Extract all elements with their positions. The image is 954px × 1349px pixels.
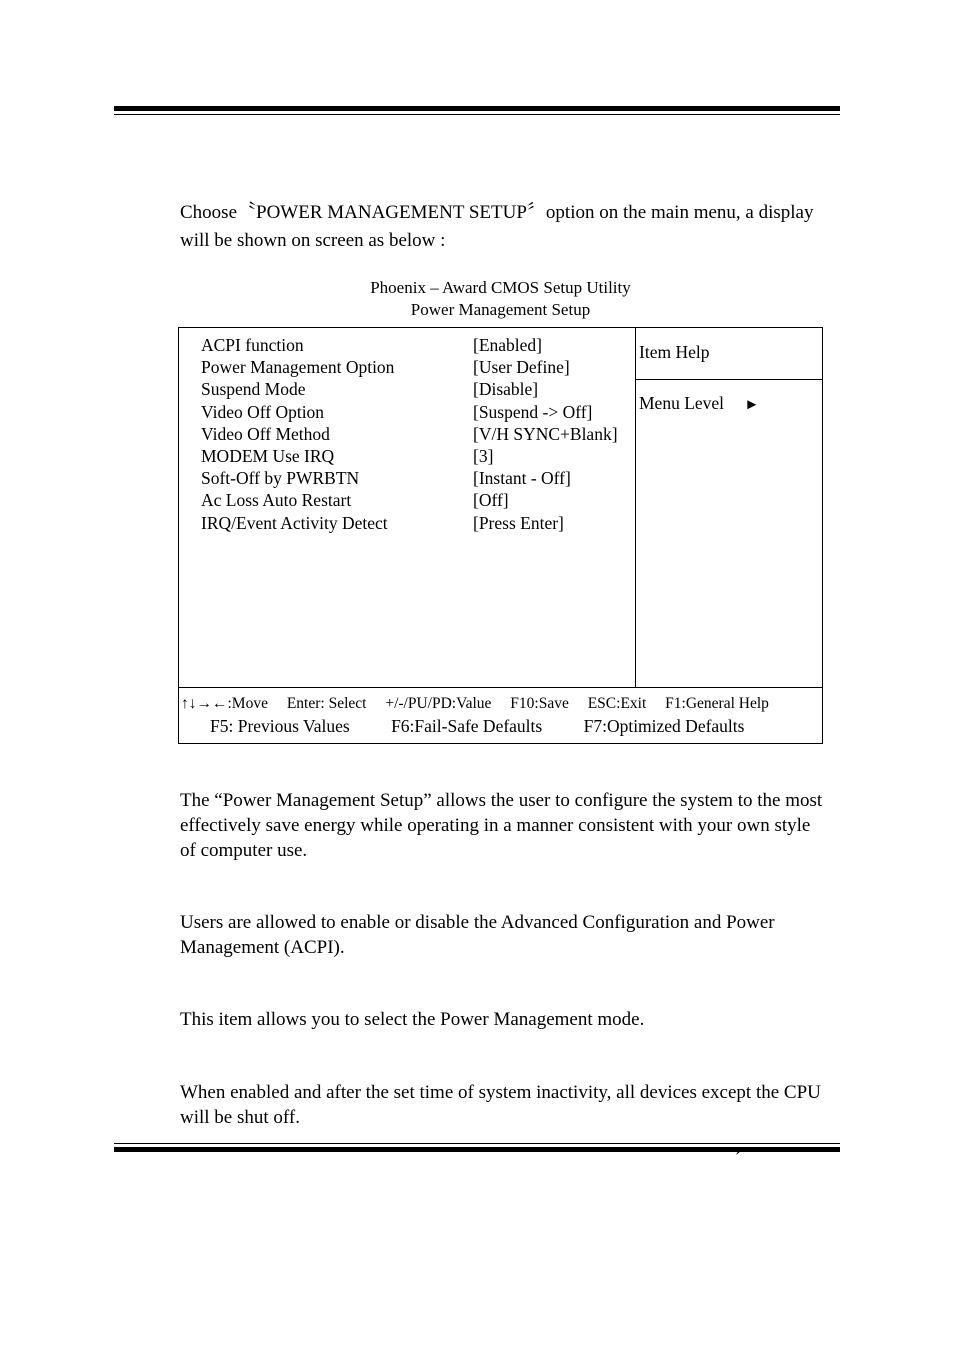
setup-item-value[interactable]: [Suspend -> Off] xyxy=(473,401,593,422)
optimized-defaults-key-hint: F7:Optimized Defaults xyxy=(583,716,745,736)
acpi-paragraph: Users are allowed to enable or disable the Advanced Configuration and Power Management (ACPI). xyxy=(180,912,775,958)
footer-keys-line2 xyxy=(210,715,744,737)
footer-rule-thin xyxy=(114,1143,840,1144)
setup-item-label: Suspend Mode xyxy=(201,379,306,400)
save-key-hint: F10:Save xyxy=(510,695,569,712)
menu-level-label: Menu Level xyxy=(639,393,725,413)
enter-key-hint: Enter: Select xyxy=(286,695,367,712)
setup-item-value[interactable]: [Instant - Off] xyxy=(473,468,571,489)
help-title-divider xyxy=(635,379,822,380)
right-triangle-icon: ► xyxy=(744,397,760,413)
bios-setup-screen xyxy=(178,327,823,744)
setup-item-label: MODEM Use IRQ xyxy=(201,445,335,466)
setup-item-value[interactable]: [User Define] xyxy=(473,357,570,378)
setup-item-value[interactable]: [Enabled] xyxy=(473,335,542,355)
help-panel-divider xyxy=(635,328,636,687)
setup-item-irq-event-activity-detect[interactable] xyxy=(201,512,631,534)
setup-item-value[interactable]: [Off] xyxy=(473,490,509,511)
setup-item-list xyxy=(201,334,631,534)
header-rule-thick xyxy=(114,106,840,111)
setup-item-ac-loss-auto-restart[interactable] xyxy=(201,489,631,511)
description-paragraph: The “Power Management Setup” allows the user to configure the system to the most effectively save energy while operating in a manner consistent with your own style of computer use. xyxy=(180,790,823,861)
setup-item-suspend-mode[interactable] xyxy=(201,378,631,400)
setup-item-soft-off-by-pwrbtn[interactable] xyxy=(201,467,631,489)
setup-item-label: Video Off Method xyxy=(201,423,330,444)
setup-item-label: Video Off Option xyxy=(201,401,325,422)
header-rule-thin xyxy=(114,114,840,115)
setup-item-video-off-option[interactable] xyxy=(201,401,631,423)
suspend-mode-paragraph: When enabled and after the set time of system inactivity, all devices except the CPU will be shut off. xyxy=(180,1082,821,1128)
footer-rule-thick xyxy=(114,1147,840,1152)
bios-utility-title: Phoenix – Award CMOS Setup Utility xyxy=(370,278,631,297)
power-option-paragraph: This item allows you to select the Power Management mode. xyxy=(180,1009,645,1030)
move-key-hint: ↑↓→←:Move xyxy=(181,695,268,712)
setup-item-value[interactable]: [Disable] xyxy=(473,379,539,400)
setup-item-value[interactable]: [Press Enter] xyxy=(473,512,564,533)
value-key-hint: +/-/PU/PD:Value xyxy=(385,695,492,712)
page-mark: ˊ xyxy=(735,1150,741,1167)
setup-item-label: Power Management Option xyxy=(201,357,395,378)
setup-item-value[interactable]: [3] xyxy=(473,445,494,466)
setup-item-label: IRQ/Event Activity Detect xyxy=(201,512,388,533)
menu-level-indicator xyxy=(639,392,759,416)
arrow-keys-icon: ↑↓→← xyxy=(181,695,228,712)
setup-item-video-off-method[interactable] xyxy=(201,423,631,445)
setup-item-value[interactable]: [V/H SYNC+Blank] xyxy=(473,423,618,444)
fail-safe-defaults-key-hint: F6:Fail-Safe Defaults xyxy=(391,716,543,736)
setup-item-label: Soft-Off by PWRBTN xyxy=(201,468,360,489)
item-help-title: Item Help xyxy=(639,342,710,362)
setup-item-label: Ac Loss Auto Restart xyxy=(201,490,352,511)
general-help-key-hint: F1:General Help xyxy=(665,695,769,712)
setup-item-label: ACPI function xyxy=(201,335,304,355)
setup-item-modem-use-irq[interactable] xyxy=(201,445,631,467)
footer-divider xyxy=(179,687,822,688)
footer-keys-line1 xyxy=(181,694,769,714)
exit-key-hint: ESC:Exit xyxy=(587,695,647,712)
previous-values-key-hint: F5: Previous Values xyxy=(210,716,350,736)
setup-item-acpi-function[interactable] xyxy=(201,334,631,356)
setup-item-power-management-option[interactable] xyxy=(201,356,631,378)
bios-screen-title: Power Management Setup xyxy=(410,300,591,319)
intro-paragraph: Choose〝POWER MANAGEMENT SETUP〞option on the main menu, a display will be shown on screen as below : xyxy=(180,202,814,251)
